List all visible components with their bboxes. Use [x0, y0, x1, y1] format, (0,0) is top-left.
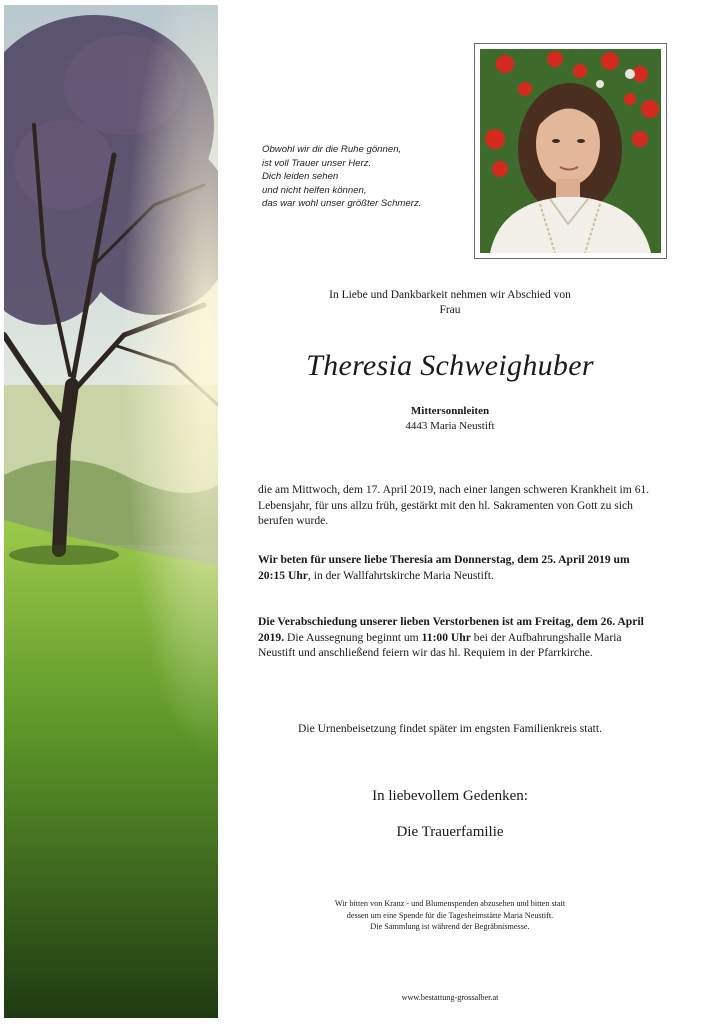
- website-link[interactable]: www.bestattung-grossalber.at: [401, 993, 499, 1002]
- urn-burial-text: Die Urnenbeisetzung findet später im engsten Familienkreis statt.: [298, 722, 602, 735]
- donation-note-line: Wir bitten von Kranz - und Blumenspenden abzusehen und bitten statt: [334, 899, 566, 908]
- deceased-address: [230, 404, 670, 434]
- deceased-postal-address: 4443 Maria Neustift: [405, 420, 495, 432]
- farewell-time: 11:00 Uhr: [421, 630, 471, 644]
- donation-note-line: Die Sammlung ist während der Begräbnismesse.: [370, 922, 530, 931]
- landscape-photo: [4, 5, 218, 1018]
- donation-note-line: dessen um eine Spende für die Tagesheimstätte Maria Neustift.: [346, 910, 554, 920]
- death-announcement-text: die am Mittwoch, dem 17. April 2019, nach einer langen schweren Krankheit im 61. Lebensjahr, für uns allzu früh, gestärkt mit den hl. Sakramenten von Gott zu sich berufen wurde.: [258, 483, 650, 528]
- farewell-date: Die Verabschiedung unserer lieben Verstorbenen ist am Freitag, dem 26. April 2019.: [258, 615, 644, 644]
- poem-line: das war wohl unser größter Schmerz.: [262, 198, 422, 209]
- poem-line: und nicht helfen können,: [262, 184, 367, 196]
- poem: [262, 143, 467, 211]
- donation-note: [230, 898, 670, 933]
- farewell-info-text: [258, 614, 658, 661]
- intro-line: In Liebe und Dankbarkeit nehmen wir Abschied von: [329, 289, 571, 301]
- closing-family: Die Trauerfamilie: [396, 824, 504, 840]
- poem-line: ist voll Trauer unser Herz.: [262, 157, 372, 169]
- farewell-text-2: bei der Aufbahrungshalle Maria Neustift und anschließend feiern wir das hl. Requiem in der Pfarrkirche.: [258, 630, 622, 660]
- prayer-date: Wir beten für unsere liebe Theresia am Donnerstag, dem 25. April 2019 um 20:15 Uhr: [258, 553, 630, 582]
- deceased-name: Theresia Schweighuber: [306, 349, 594, 382]
- deceased-place: Mittersonnleiten: [410, 405, 490, 417]
- prayer-info-text: [258, 552, 658, 583]
- intro-text: [230, 288, 670, 318]
- portrait-photo: [480, 49, 661, 253]
- portrait-frame: [474, 43, 667, 259]
- closing-remembrance: In liebevollem Gedenken:: [372, 788, 528, 804]
- intro-title: Frau: [439, 304, 461, 316]
- prayer-location: , in der Wallfahrtskirche Maria Neustift.: [307, 568, 494, 582]
- poem-line: Obwohl wir dir die Ruhe gönnen,: [262, 144, 402, 155]
- farewell-text-1: Die Aussegnung beginnt um: [284, 630, 422, 644]
- poem-line: Dich leiden sehen: [262, 171, 339, 182]
